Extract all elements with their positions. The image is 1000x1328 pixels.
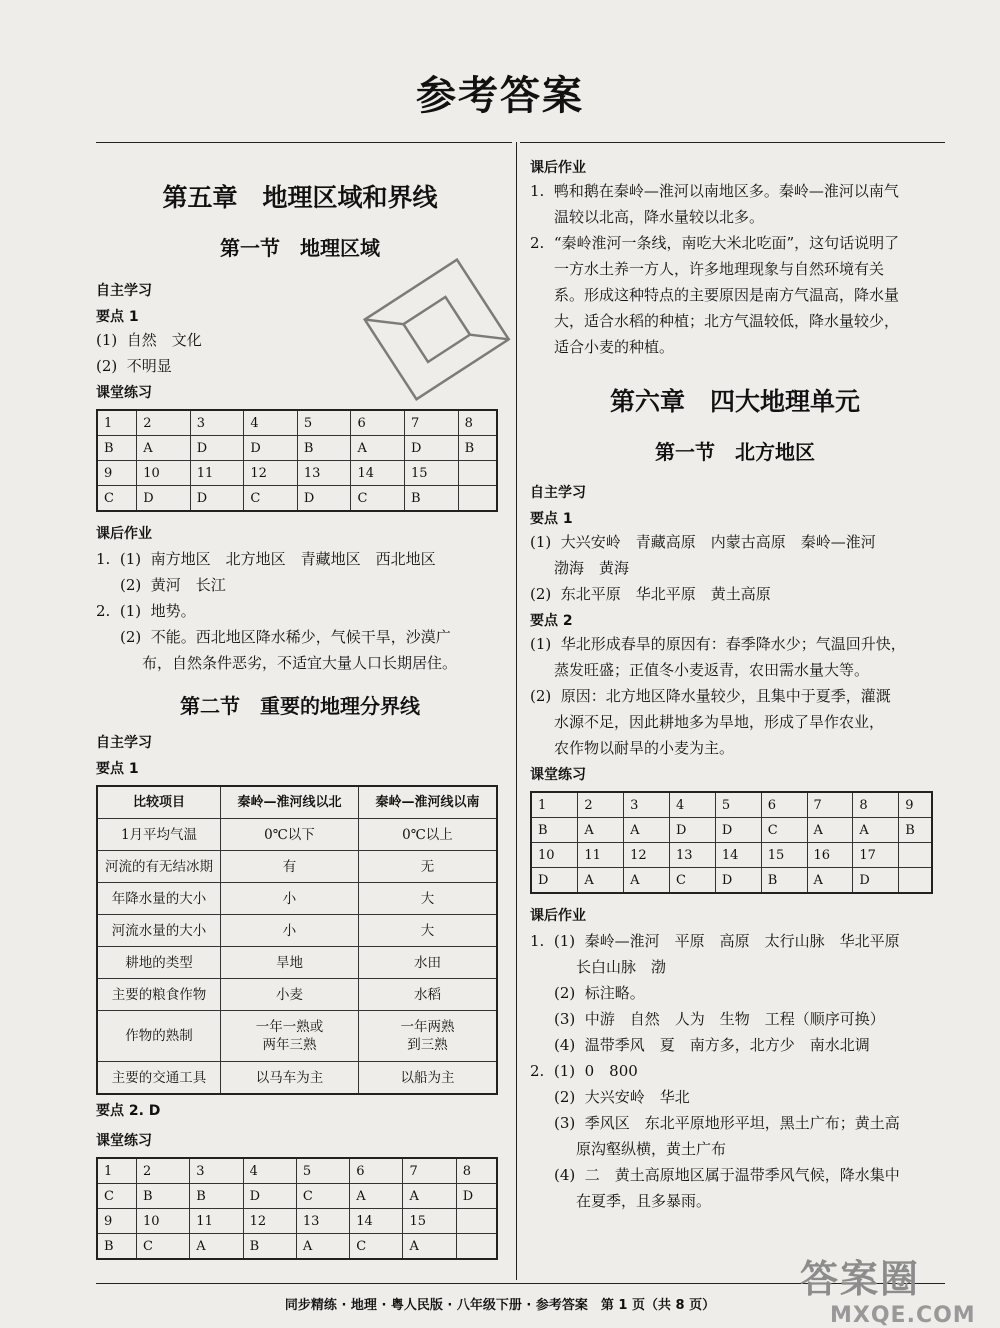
grid-cell: B [243,1234,296,1260]
grid-cell: B [97,436,137,461]
grid-cell: 8 [853,792,899,818]
answer-line: 2. “秦岭淮河一条线，南吃大米北吃面”，这句话说明了 [530,234,900,252]
grid-cell: B [137,1184,190,1209]
answer-line: 系。形成这种特点的主要原因是南方气温高，降水量 [554,286,900,304]
table-header-row [97,786,497,819]
answer-line: 1. 鸭和鹅在秦岭—淮河以南地区多。秦岭—淮河以南气 [530,182,899,200]
answer-line: (2) 原因：北方地区降水量较少，且集中于夏季，灌溉 [530,687,891,705]
grid-row [531,868,932,894]
grid-cell: A [350,1184,403,1209]
chapter-5-title: 第五章 地理区域和界线 [162,183,438,212]
grid-cell: D [190,436,244,461]
label-zizhu: 自主学习 [96,735,152,751]
grid-cell: D [405,436,459,461]
grid-cell: 7 [403,1158,456,1184]
grid-cell: C [137,1234,190,1260]
table-cell: 以船为主 [358,1062,497,1095]
grid-cell: 14 [351,461,405,486]
grid-cell: 12 [624,843,670,868]
answer-line: (2) 大兴安岭 华北 [554,1088,690,1106]
grid-cell: 17 [853,843,899,868]
answer-line: (2) 标注略。 [554,984,645,1002]
label-zizhu: 自主学习 [530,485,586,501]
grid-cell [456,1234,497,1260]
label-zizhu: 自主学习 [96,283,152,299]
label-ketang: 课堂练习 [530,767,586,783]
grid-cell: A [296,1234,349,1260]
table-cell: 年降水量的大小 [97,883,221,915]
answer-line: 农作物以耐旱的小麦为主。 [554,739,735,757]
section-5-2-title: 第二节 重要的地理分界线 [180,694,420,718]
grid-cell: A [137,436,191,461]
grid-cell: 3 [190,1158,243,1184]
page-footer: 同步精练 · 地理 · 粤人民版 · 八年级下册 · 参考答案 第 1 页（共 8 页） [284,1298,716,1313]
grid-cell: 11 [190,461,244,486]
grid-cell: D [190,486,244,512]
header-rule-left [96,142,512,143]
grid-cell: C [670,868,716,894]
answer-line: 水源不足，因此耕地多为旱地，形成了旱作农业， [554,713,885,731]
grid-cell: 5 [296,1158,349,1184]
answer-line: (3) 中游 自然 人为 生物 工程（顺序可换） [554,1010,885,1028]
label-ketang: 课堂练习 [96,1133,152,1149]
grid-cell: B [297,436,351,461]
grid-cell: A [578,868,624,894]
table-cell: 河流的有无结冰期 [97,851,221,883]
label-yaodian2: 要点 2. D [96,1103,161,1119]
table-cell: 0℃以上 [358,819,497,851]
grid-cell: C [761,818,807,843]
grid-row [97,461,497,486]
answer-line: (2) 东北平原 华北平原 黄土高原 [530,585,771,603]
grid-cell: 9 [899,792,932,818]
grid-cell: D [670,818,716,843]
answer-line: 在夏季，且多暴雨。 [576,1192,712,1210]
grid-cell: 10 [137,461,191,486]
label-yaodian1: 要点 1 [530,511,573,527]
table-cell: 作物的熟制 [97,1011,221,1062]
grid-cell [899,843,932,868]
table-header-cell: 比较项目 [97,786,221,819]
grid-cell: A [403,1234,456,1260]
table-cell: 主要的粮食作物 [97,979,221,1011]
grid-cell: D [715,818,761,843]
label-kehou: 课后作业 [530,160,586,176]
grid-row [531,818,932,843]
grid-row [531,792,932,818]
site-watermark [800,1248,976,1328]
grid-cell: 2 [137,410,191,436]
table-cell: 无 [358,851,497,883]
answer-line: (1) 华北形成春旱的原因有：春季降水少；气温回升快， [530,635,906,653]
grid-cell: 1 [97,1158,137,1184]
grid-cell: B [97,1234,137,1260]
answer-line: 蒸发旺盛；正值冬小麦返青，农田需水量大等。 [554,661,870,679]
grid-cell: 6 [351,410,405,436]
table-row [97,1011,497,1062]
table-cell: 一年两熟 到三熟 [358,1011,497,1062]
answer-line: 一方水土养一方人，许多地理现象与自然环境有关 [554,260,885,278]
grid-cell: B [458,436,497,461]
table-row [97,883,497,915]
answer-grid-5-2 [96,1157,498,1260]
grid-cell: C [350,1234,403,1260]
answer-line: (1) 大兴安岭 青藏高原 内蒙古高原 秦岭—淮河 [530,533,876,551]
grid-cell: 3 [624,792,670,818]
grid-cell: 4 [243,1158,296,1184]
grid-cell: 11 [190,1209,243,1234]
grid-cell: C [97,486,137,512]
grid-cell: A [190,1234,243,1260]
section-6-1-title: 第一节 北方地区 [655,440,815,464]
answer-line: (4) 二 黄土高原地区属于温带季风气候，降水集中 [554,1166,900,1184]
grid-row [97,1184,497,1209]
grid-cell: A [624,818,670,843]
grid-cell: 12 [244,461,298,486]
grid-cell: 3 [190,410,244,436]
label-kehou: 课后作业 [530,908,586,924]
answer-line: 布，自然条件恶劣，不适宜大量人口长期居住。 [142,654,458,672]
grid-row [97,436,497,461]
grid-cell: 2 [137,1158,190,1184]
answer-line: 适合小麦的种植。 [554,338,675,356]
table-row [97,851,497,883]
grid-row [97,1234,497,1260]
table-row [97,1062,497,1095]
table-cell: 主要的交通工具 [97,1062,221,1095]
grid-cell: 14 [715,843,761,868]
grid-cell: A [807,818,853,843]
table-row [97,947,497,979]
table-cell: 水稻 [358,979,497,1011]
table-cell: 旱地 [221,947,359,979]
answer-line: (1) 自然 文化 [96,331,202,349]
table-header-cell: 秦岭—淮河线以北 [221,786,359,819]
grid-cell: 1 [97,410,137,436]
grid-row [97,1209,497,1234]
table-cell: 小麦 [221,979,359,1011]
answer-line: (2) 不能。西北地区降水稀少，气候干旱，沙漠广 [120,628,451,646]
grid-cell [458,461,497,486]
answer-line: (2) 不明显 [96,357,172,375]
grid-cell: 5 [715,792,761,818]
table-cell: 1月平均气温 [97,819,221,851]
grid-cell: B [761,868,807,894]
chapter-6-title: 第六章 四大地理单元 [609,387,860,416]
grid-cell: D [137,486,191,512]
grid-cell: C [244,486,298,512]
right-column [530,158,940,1214]
grid-row [97,410,497,436]
answer-line: 温较以北高，降水量较以北多。 [554,208,765,226]
table-cell: 水田 [358,947,497,979]
grid-cell: B [531,818,578,843]
answer-line: 2. (1) 地势。 [96,602,196,620]
grid-cell: A [578,818,624,843]
grid-row [531,843,932,868]
answer-line: 大，适合水稻的种植；北方气温较低，降水量较少， [554,312,900,330]
grid-cell: 13 [296,1209,349,1234]
answer-line: 2. (1) 0 800 [530,1062,638,1080]
grid-cell: 7 [405,410,459,436]
grid-cell: 7 [807,792,853,818]
grid-cell: C [351,486,405,512]
answer-grid-5-1 [96,409,498,512]
label-kehou: 课后作业 [96,526,152,542]
document-stamp [360,258,530,408]
grid-cell: A [403,1184,456,1209]
grid-cell: 4 [670,792,716,818]
watermark-logo-text: 答案圈 [800,1257,921,1301]
grid-cell: 8 [456,1158,497,1184]
grid-cell: 15 [761,843,807,868]
grid-cell: 6 [761,792,807,818]
table-cell: 耕地的类型 [97,947,221,979]
grid-cell: 15 [405,461,459,486]
table-cell: 0℃以下 [221,819,359,851]
comparison-table [96,785,498,1095]
grid-cell: D [244,436,298,461]
table-cell: 以马车为主 [221,1062,359,1095]
grid-cell: C [97,1184,137,1209]
table-row [97,819,497,851]
answer-line: 长白山脉 渤 [576,958,667,976]
grid-cell: 15 [403,1209,456,1234]
grid-row [97,1158,497,1184]
grid-cell: 10 [531,843,578,868]
grid-cell [458,486,497,512]
grid-cell: D [243,1184,296,1209]
grid-cell: A [351,436,405,461]
grid-cell: 16 [807,843,853,868]
table-cell: 大 [358,883,497,915]
answer-line: (4) 温带季风 夏 南方多，北方少 南水北调 [554,1036,870,1054]
answer-line: 1. (1) 南方地区 北方地区 青藏地区 西北地区 [96,550,436,568]
grid-cell: A [853,818,899,843]
grid-cell: D [853,868,899,894]
grid-cell: C [296,1184,349,1209]
page-title: 参考答案 [416,73,584,119]
grid-cell: 13 [297,461,351,486]
grid-cell: 4 [244,410,298,436]
table-cell: 一年一熟或 两年三熟 [221,1011,359,1062]
grid-cell: 6 [350,1158,403,1184]
answer-line: 原沟壑纵横，黄土广布 [576,1140,727,1158]
header-rule-right [520,142,945,143]
table-row [97,979,497,1011]
grid-cell: 9 [97,1209,137,1234]
grid-cell: D [456,1184,497,1209]
label-ketang: 课堂练习 [96,385,152,401]
grid-cell: 10 [137,1209,190,1234]
table-row [97,915,497,947]
answer-line: (3) 季风区 东北平原地形平坦，黑土广布；黄土高 [554,1114,900,1132]
grid-cell: 8 [458,410,497,436]
grid-cell: B [899,818,932,843]
table-cell: 大 [358,915,497,947]
table-cell: 河流水量的大小 [97,915,221,947]
answer-line: 渤海 黄海 [554,559,630,577]
grid-cell: 2 [578,792,624,818]
answer-grid-6-1 [530,791,933,894]
label-yaodian1: 要点 1 [96,761,139,777]
grid-cell: D [297,486,351,512]
grid-cell: D [715,868,761,894]
table-cell: 小 [221,915,359,947]
section-5-1-title: 第一节 地理区域 [220,236,380,260]
grid-cell [899,868,932,894]
grid-row [97,486,497,512]
answer-line: 1. (1) 秦岭—淮河 平原 高原 太行山脉 华北平原 [530,932,900,950]
grid-cell: 12 [243,1209,296,1234]
grid-cell: A [807,868,853,894]
grid-cell: 1 [531,792,578,818]
grid-cell: D [531,868,578,894]
table-cell: 有 [221,851,359,883]
table-header-cell: 秦岭—淮河线以南 [358,786,497,819]
watermark-url: MXQE.COM [830,1303,976,1328]
grid-cell [456,1209,497,1234]
grid-cell: 9 [97,461,137,486]
grid-cell: 5 [297,410,351,436]
grid-cell: 13 [670,843,716,868]
answer-line: (2) 黄河 长江 [120,576,226,594]
label-yaodian1: 要点 1 [96,309,139,325]
grid-cell: 14 [350,1209,403,1234]
label-yaodian2: 要点 2 [530,613,573,629]
grid-cell: 11 [578,843,624,868]
grid-cell: B [190,1184,243,1209]
grid-cell: A [624,868,670,894]
grid-cell: B [405,486,459,512]
table-cell: 小 [221,883,359,915]
